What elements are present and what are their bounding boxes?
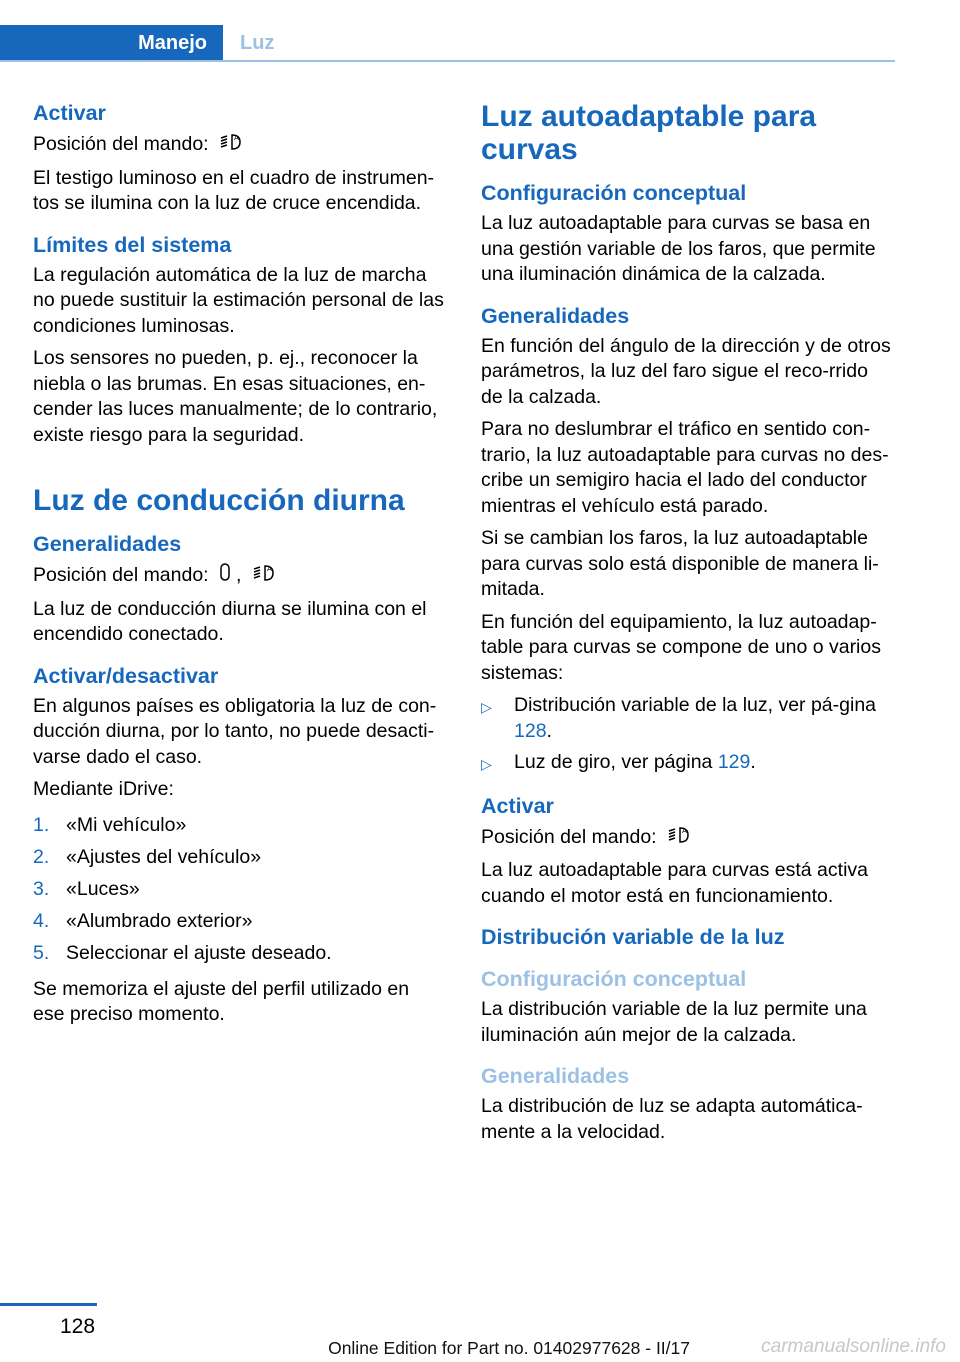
activar-position-label: Posición del mando: <box>33 132 209 155</box>
configuracion-text: La luz autoadaptable para curvas se basa en una gestión variable de los faros, que permite una iluminación dinámica de la calzada. <box>481 212 876 285</box>
page-link-128[interactable]: 128 <box>514 719 547 742</box>
generalidades-paragraph-4: En función del equipamiento, la luz autoadap‐table para curvas se compone de uno o varios sistemas: <box>481 610 881 684</box>
idrive-intro: Mediante iDrive: <box>33 778 174 800</box>
bullet-text: Luz de giro, ver página 129. <box>514 751 756 773</box>
off-position-icon <box>218 562 232 590</box>
right-column <box>481 100 895 1152</box>
auto-headlight-icon <box>666 824 692 852</box>
bullet-label: Luz de giro, ver página <box>514 751 713 773</box>
idrive-steps-list <box>33 810 445 970</box>
heading-configuracion: Configuración conceptual <box>481 181 747 205</box>
step-number: 3. <box>33 877 50 900</box>
list-item <box>481 693 895 744</box>
generalidades-position <box>33 562 445 590</box>
activar-position <box>33 131 445 159</box>
bullet-label: Distribución variable de la luz, ver pá‐gina <box>514 694 877 716</box>
list-item <box>33 842 445 874</box>
title-luz-diurna: Luz de conducción diurna <box>33 484 405 517</box>
bullet-triangle-icon: ▷ <box>481 756 492 772</box>
heading-distribucion-variable: Distribución variable de la luz <box>481 925 785 949</box>
generalidades-paragraph-3: Si se cambian los faros, la luz autoadaptable para curvas solo está disponible de manera li‐mitada. <box>481 527 879 600</box>
heading-distrib-generalidades: Generalidades <box>481 1064 630 1088</box>
heading-activar-curvas: Activar <box>481 793 554 818</box>
heading-limites: Límites del sistema <box>33 232 232 257</box>
distrib-configuracion-text: La distribución variable de la luz permite una iluminación aún mejor de la calzada. <box>481 998 867 1046</box>
activar-curvas-text: La luz autoadaptable para curvas está activa cuando el motor está en funcionamiento. <box>481 859 869 907</box>
svg-text:A: A <box>266 565 272 573</box>
page-number: 128 <box>60 1315 96 1338</box>
auto-headlight-icon <box>218 131 244 159</box>
activar-curvas-position <box>481 824 895 852</box>
svg-text:A: A <box>234 134 239 142</box>
page-link-129[interactable]: 129 <box>717 751 751 773</box>
step-number: 1. <box>33 813 50 836</box>
generalidades-position-label: Posición del mando: <box>33 563 209 586</box>
heading-activar: Activar <box>33 101 106 125</box>
limites-paragraph-2: Los sensores no pueden, p. ej., reconocer la niebla o las brumas. En esas situaciones, en‐cender las luces manualmente; de lo contrario, existe riesgo para la seguridad. <box>33 347 438 446</box>
step-text: «Alumbrado exterior» <box>66 909 253 932</box>
distrib-generalidades-text: La distribución de luz se adapta automática‐mente a la velocidad. <box>481 1095 863 1143</box>
header-bar <box>0 0 960 62</box>
page-number-rule <box>0 1303 97 1306</box>
activar-desactivar-paragraph: En algunos países es obligatoria la luz de con‐ducción diurna, por lo tanto, no puede desacti‐varse dado el caso. <box>33 694 437 768</box>
step-text: Seleccionar el ajuste deseado. <box>66 941 332 964</box>
step-text: «Mi vehículo» <box>66 813 187 836</box>
activar-curvas-position-label: Posición del mando: <box>481 825 657 848</box>
list-item <box>33 906 445 938</box>
step-text: «Luces» <box>66 877 140 900</box>
heading-activar-desactivar: Activar/desactivar <box>33 663 219 688</box>
list-item <box>33 938 445 970</box>
edition-footer: Online Edition for Part no. 01402977628 - II/17 <box>328 1338 690 1358</box>
generalidades-text: La luz de conducción diurna se ilumina con el encendido conectado. <box>33 597 427 645</box>
watermark-text: carmanualsonline.info <box>761 1336 946 1357</box>
icon-separator: , <box>236 563 242 586</box>
list-item <box>481 750 895 778</box>
svg-text:A: A <box>682 826 687 835</box>
step-number: 4. <box>33 909 50 932</box>
generalidades-paragraph-1: En función del ángulo de la dirección y de otros parámetros, la luz del faro sigue el reco‐rrido de la calzada. <box>481 334 891 408</box>
left-column <box>33 100 445 1035</box>
step-number: 5. <box>33 941 50 964</box>
header-divider <box>0 60 895 62</box>
auto-headlight-icon <box>251 562 277 590</box>
title-luz-autoadaptable: Luz autoadaptable para curvas <box>481 100 817 166</box>
section-tab-luz[interactable]: Luz <box>240 31 275 54</box>
heading-generalidades-curvas: Generalidades <box>481 303 630 328</box>
step-number: 2. <box>33 845 50 868</box>
limites-paragraph-1: La regulación automática de la luz de marcha no puede sustituir la estimación personal de las condiciones luminosas. <box>33 263 444 337</box>
list-item <box>33 810 445 842</box>
memoriza-text: Se memoriza el ajuste del perfil utilizado en ese preciso momento. <box>33 977 410 1025</box>
generalidades-paragraph-2: Para no deslumbrar el tráfico en sentido con‐trario, la luz autoadaptable para curvas no des‐cribe un semigiro hacia el lado del conductor mientras el vehículo está parado. <box>481 418 889 517</box>
bullet-triangle-icon: ▷ <box>481 699 492 715</box>
bullet-text: Distribución variable de la luz, ver pá‐gina 128. <box>514 694 877 742</box>
heading-distrib-configuracion: Configuración conceptual <box>481 967 747 991</box>
step-text: «Ajustes del vehículo» <box>66 845 262 868</box>
activar-text: El testigo luminoso en el cuadro de instrumen‐tos se ilumina con la luz de cruce encendida. <box>33 166 435 214</box>
section-tab-manejo[interactable]: Manejo <box>0 25 223 61</box>
heading-generalidades: Generalidades <box>33 532 182 556</box>
list-item <box>33 874 445 906</box>
systems-list <box>481 693 895 778</box>
